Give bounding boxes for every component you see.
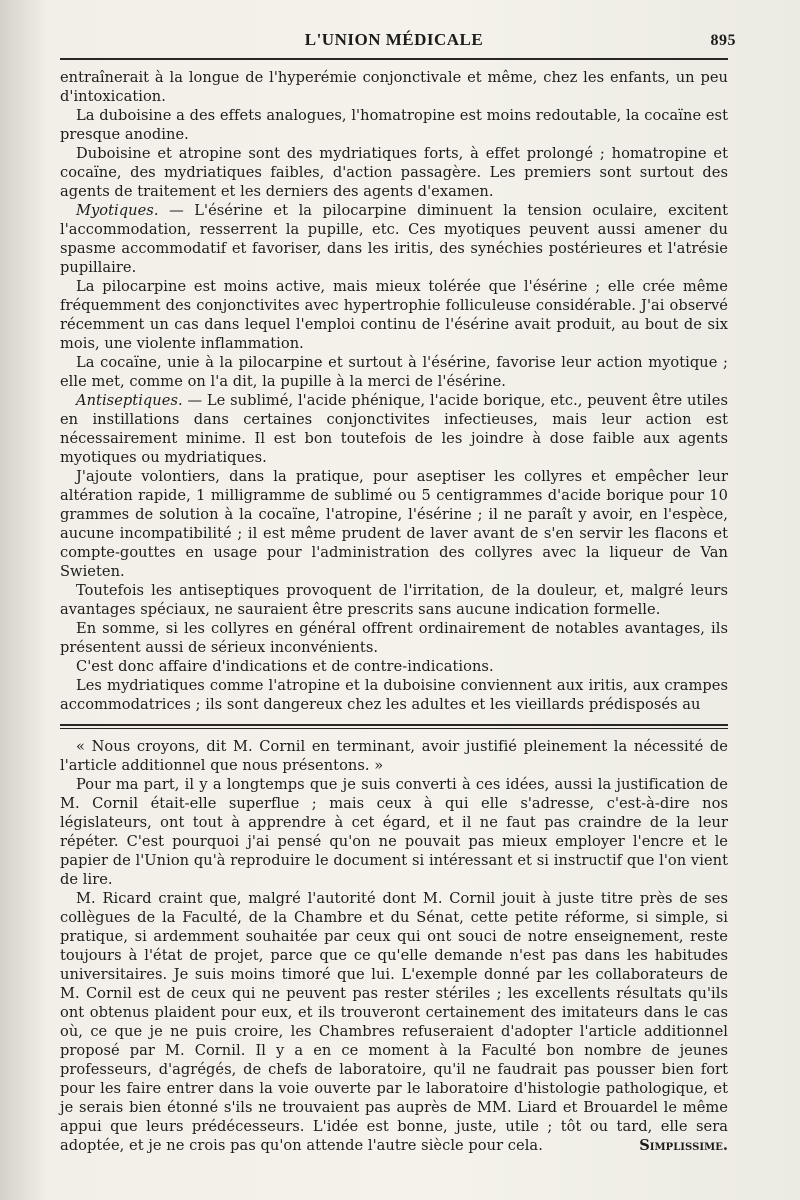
page-header [60, 30, 736, 54]
paragraph [60, 619, 728, 657]
paragraph [60, 657, 728, 676]
paragraph [60, 467, 728, 581]
paragraph [60, 201, 728, 277]
page-number: 895 [710, 32, 736, 49]
header-rule [60, 58, 728, 60]
paragraph [60, 144, 728, 201]
paragraph-text: Pour ma part, il y a longtemps que je suis converti à ces idées, aussi la justification de M. Cornil était-elle superflue ; mais ceux à qui elle s'adresse, c'est-à-dire nos législateurs, ont tout à apprendre à cet égard, et il ne faut pas craindre de la leur répéter. C'est pourquoi j'ai pensé qu'on ne pouvait pas mieux employer l'encre et le papier de l'Union qu'à reproduire le document si intéressant et si instructif que l'on vient de lire. [60, 776, 728, 888]
paragraph [60, 353, 728, 391]
paragraph-text: entraînerait à la longue de l'hyperémie conjonctivale et même, chez les enfants, un peu d'intoxication. [60, 69, 728, 105]
paragraph-text: La pilocarpine est moins active, mais mieux tolérée que l'ésérine ; elle crée même fréquemment des conjonctivites avec hypertrophie folliculeuse considérable. J'ai observé récemment un cas dans lequel l'emploi continu de l'ésérine avait produit, au bout de six mois, une violente inflammation. [60, 278, 728, 352]
section-separator-rule [60, 724, 728, 729]
paragraph-text: Duboisine et atropine sont des mydriatiques forts, à effet prolongé ; homatropine et cocaïne, des mydriatiques faibles, d'action passagère. Les premiers sont surtout des agents de traitement et les derniers des agents d'examen. [60, 145, 728, 200]
paragraph-text: « Nous croyons, dit M. Cornil en terminant, avoir justifié pleinement la nécessité de l'article additionnel que nous présentons. » [60, 738, 728, 774]
paragraph [60, 676, 728, 714]
paragraph [60, 889, 728, 1155]
paragraph-text: C'est donc affaire d'indications et de contre-indications. [76, 658, 494, 675]
paragraph [60, 775, 728, 889]
paragraph-text: — L'ésérine et la pilocarpine diminuent la tension oculaire, excitent l'accommodation, resserrent la pupille, etc. Ces myotiques peuvent aussi amener du spasme accommodatif et favoriser, dans les iritis, des synéchies postérieures et l'atrésie pupillaire. [60, 202, 728, 276]
paragraph-text: La cocaïne, unie à la pilocarpine et surtout à l'ésérine, favorise leur action myotique ; elle met, comme on l'a dit, la pupille à la merci de l'ésérine. [60, 354, 728, 390]
bottom-article-column [60, 737, 728, 1155]
paragraph [60, 106, 728, 144]
paragraph-text: Les mydriatiques comme l'atropine et la duboisine conviennent aux iritis, aux crampes accommodatrices ; ils sont dangereux chez les adultes et les vieillards prédisposés au [60, 677, 728, 713]
section-lead-word: Antiseptiques. [76, 392, 183, 409]
top-article-column [60, 68, 728, 714]
paragraph [60, 737, 728, 775]
paragraph [60, 68, 728, 106]
paragraph-text: La duboisine a des effets analogues, l'homatropine est moins redoutable, la cocaïne est presque anodine. [60, 107, 728, 143]
paragraph [60, 277, 728, 353]
paragraph [60, 391, 728, 467]
paragraph-text: J'ajoute volontiers, dans la pratique, pour aseptiser les collyres et empêcher leur altération rapide, 1 milligramme de sublimé ou 5 centigrammes d'acide borique pour 10 grammes de solution à la cocaïne, l'atropine, l'ésérine ; il ne paraît y avoir, en l'espèce, aucune incompatibilité ; il est même prudent de laver avant de s'en servir les flacons et compte-gouttes en usage pour l'administration des collyres avec la liqueur de Van Swieten. [60, 468, 728, 580]
paragraph-text: M. Ricard craint que, malgré l'autorité dont M. Cornil jouit à juste titre près de ses collègues de la Faculté, de la Chambre et du Sénat, cette petite réforme, si simple, si pratique, si ardemment souhaitée par ceux qui ont souci de notre enseignement, reste toujours à l'état de projet, parce que ce qu'elle demande n'est pas dans les habitudes universitaires. Je suis moins timoré que lui. L'exemple donné par les collaborateurs de M. Cornil est de ceux qui ne peuvent pas rester stériles ; les excellents résultats qu'ils ont obtenus plaident pour eux, et ils trouveront certainement des imitateurs dans le cas où, ce que je ne puis croire, les Chambres refuseraient d'adopter l'article additionnel proposé par M. Cornil. Il y a en ce moment à la Faculté bon nombre de jeunes professeurs, d'agrégés, de chefs de laboratoire, qu'il ne faudrait pas pousser bien fort pour les faire entrer dans la voie ouverte par le laboratoire d'histologie pathologique, et je serais bien étonné s'ils ne trouvaient pas auprès de MM. Liard et Brouardel le même appui que leurs prédécesseurs. L'idée est bonne, juste, utile ; tôt ou tard, elle sera adoptée, et je ne crois pas qu'on attende l'autre siècle pour cela. [60, 890, 728, 1154]
paragraph-text: En somme, si les collyres en général offrent ordinairement de notables avantages, ils présentent aussi de sérieux inconvénients. [60, 620, 728, 656]
author-signature: Simplissime. [639, 1137, 728, 1154]
running-title: L'UNION MÉDICALE [304, 30, 484, 49]
paragraph [60, 581, 728, 619]
section-lead-word: Myotiques. [76, 202, 159, 219]
paragraph-text: — Le sublimé, l'acide phénique, l'acide borique, etc., peuvent être utiles en instillations dans certaines conjonctivites infectieuses, mais leur action est nécessairement minime. Il est bon toutefois de les joindre à dose faible aux agents myotiques ou mydriatiques. [60, 392, 728, 466]
paragraph-text: Toutefois les antiseptiques provoquent de l'irritation, de la douleur, et, malgré leurs avantages spéciaux, ne sauraient être prescrits sans aucune indication formelle. [60, 582, 728, 618]
